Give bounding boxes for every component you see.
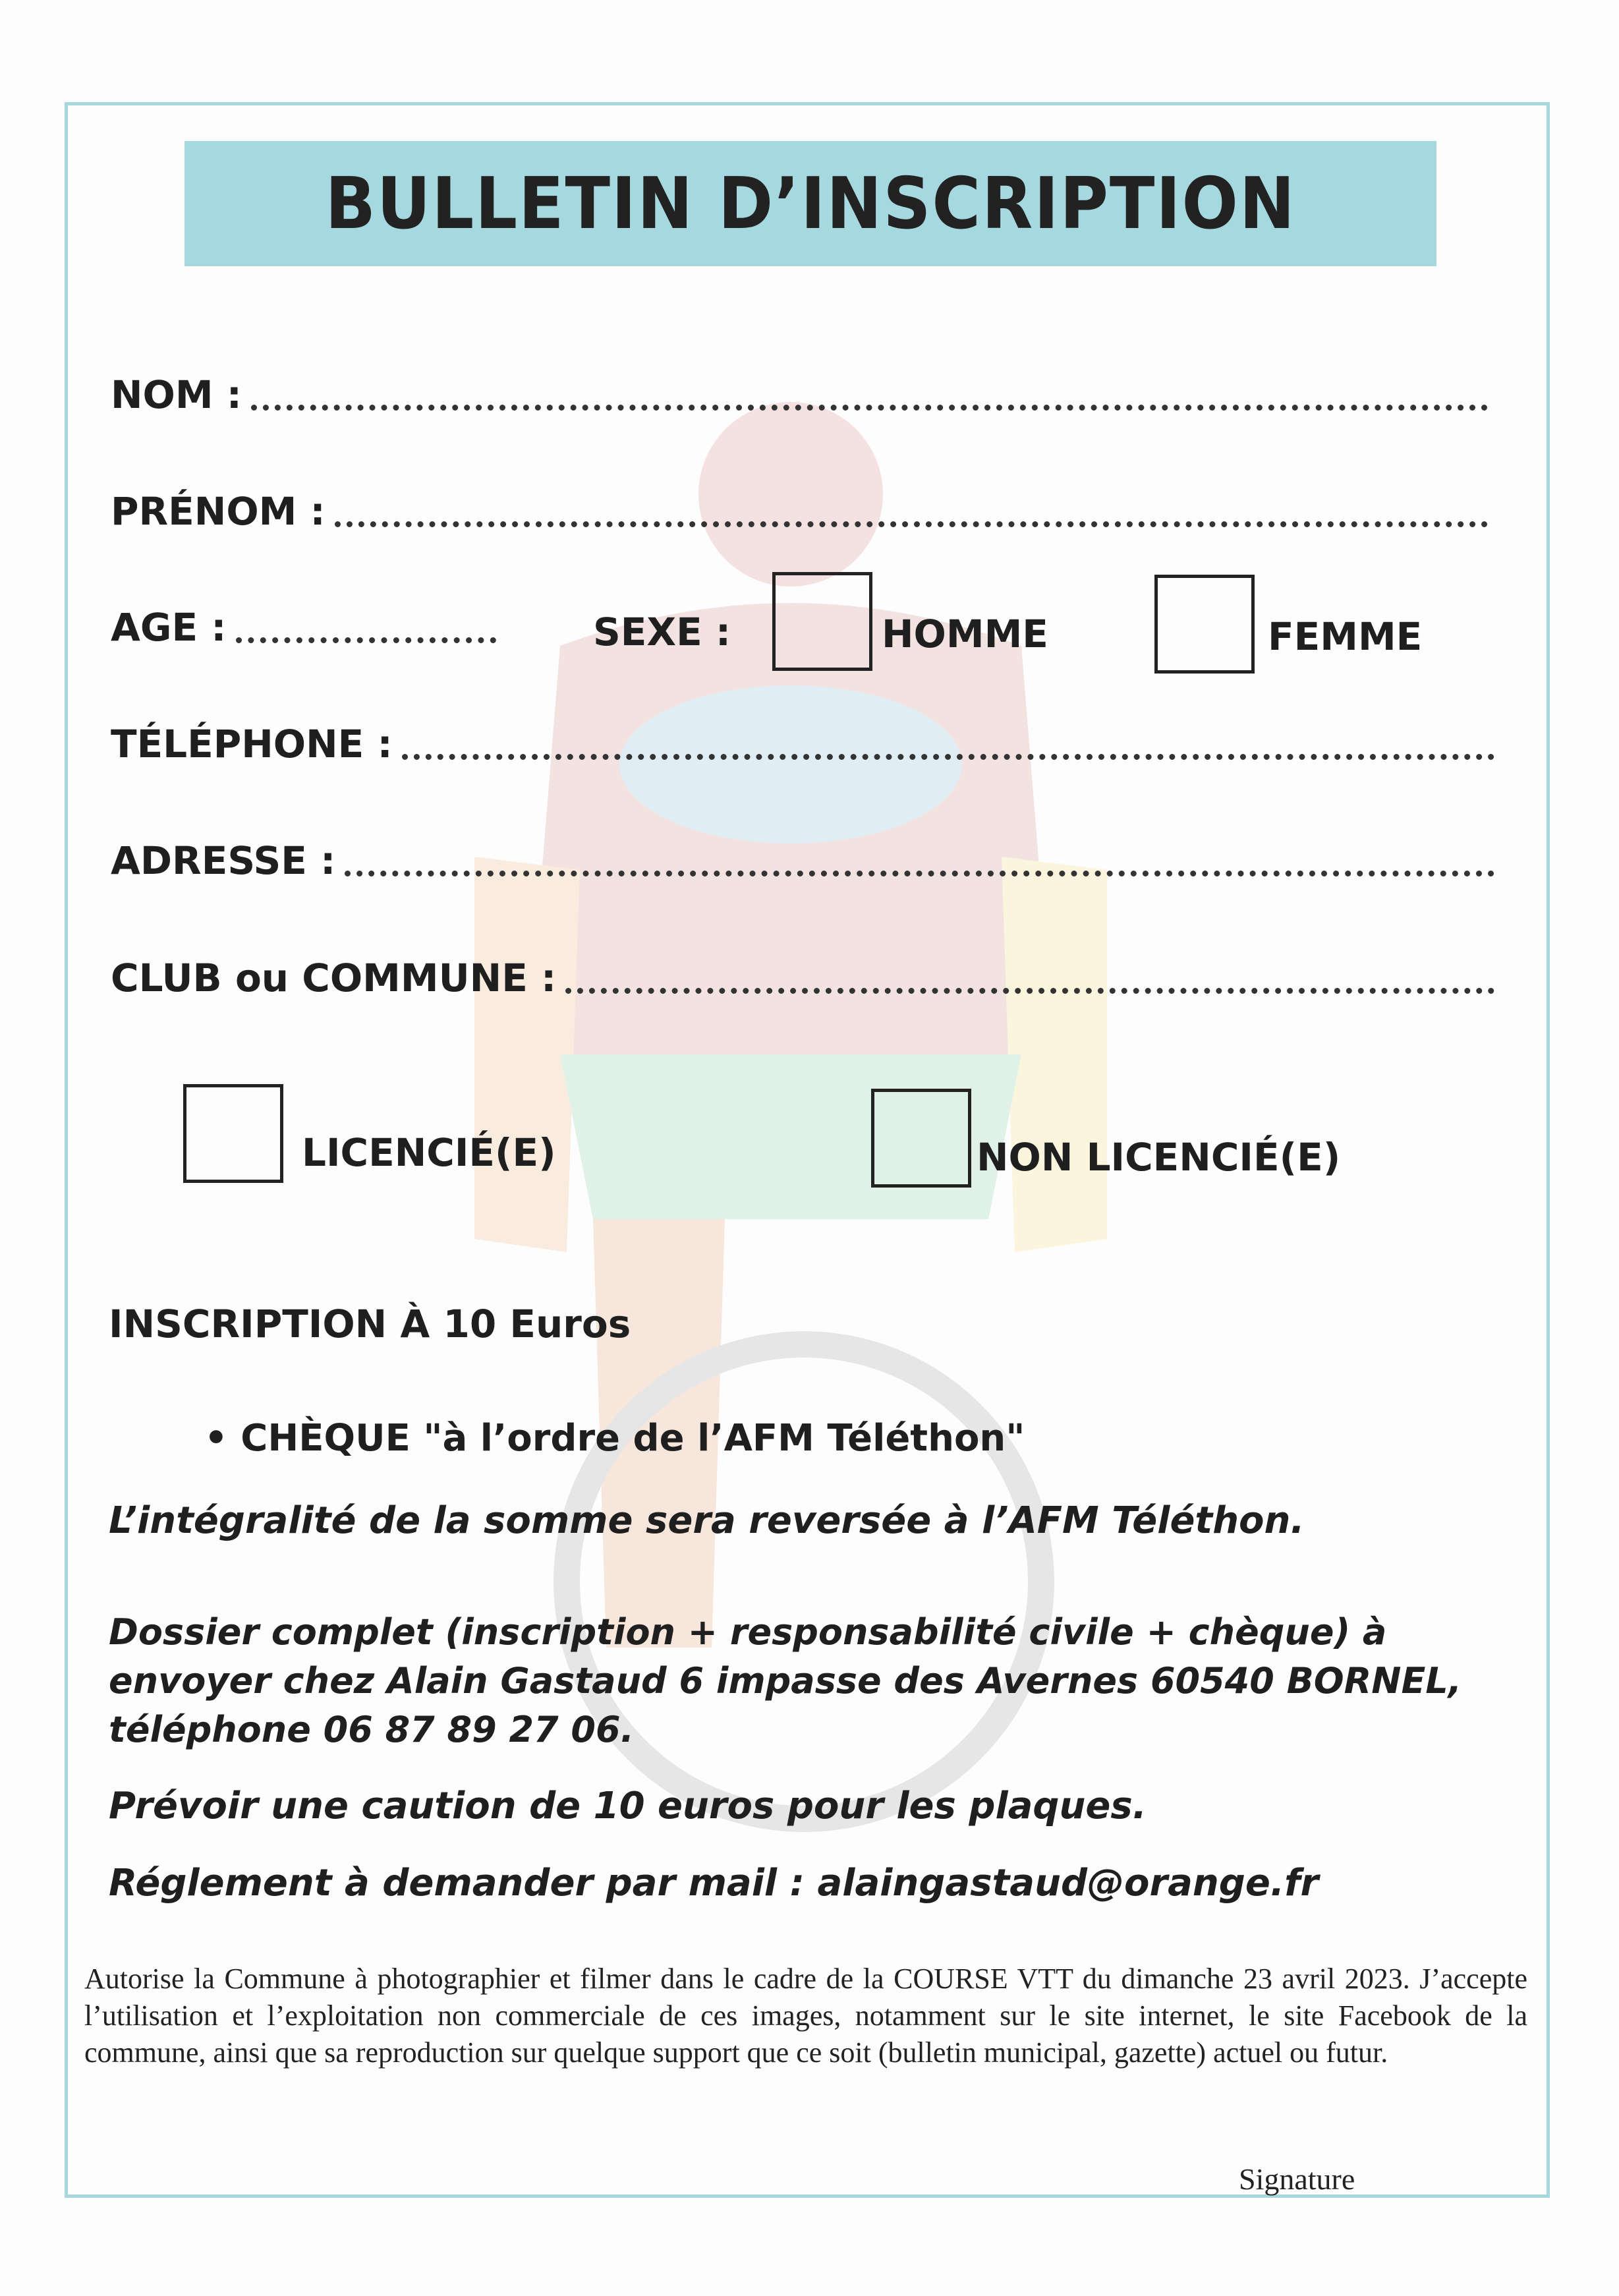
dossier-note: Dossier complet (inscription + responsabilité civile + chèque) à envoyer chez Alain Gastaud 6 impasse des Avernes 60540 BORNEL, téléphone 06 87 89 27 06.: [109, 1611, 1462, 1750]
age-label: AGE :: [111, 605, 227, 650]
homme-label: HOMME: [882, 612, 1048, 656]
telephone-dotted-line[interactable]: [402, 754, 1494, 760]
homme-checkbox[interactable]: [772, 572, 872, 671]
nom-label: NOM :: [111, 372, 242, 417]
prenom-field[interactable]: [111, 489, 1488, 534]
licencie-label: LICENCIÉ(E): [302, 1130, 556, 1175]
prenom-label: PRÉNOM :: [111, 489, 326, 534]
integralite-note: L’intégralité de la somme sera reversée à l’AFM Téléthon.: [109, 1499, 1305, 1542]
club-label: CLUB ou COMMUNE :: [111, 956, 557, 1000]
title-banner: [185, 141, 1436, 266]
page-title: BULLETIN D’INSCRIPTION: [325, 162, 1296, 245]
age-field[interactable]: [111, 605, 496, 650]
telephone-field[interactable]: [111, 722, 1494, 766]
signature-label: Signature: [1239, 2162, 1355, 2196]
cheque-instruction: • CHÈQUE "à l’ordre de l’AFM Téléthon": [204, 1417, 1025, 1460]
club-dotted-line[interactable]: [565, 988, 1494, 994]
adresse-label: ADRESSE :: [111, 838, 336, 883]
nom-field[interactable]: [111, 372, 1488, 417]
nom-dotted-line[interactable]: [251, 405, 1488, 411]
femme-label: FEMME: [1268, 614, 1423, 659]
sexe-label: SEXE :: [593, 610, 731, 654]
non-licencie-label: NON LICENCIÉ(E): [977, 1135, 1341, 1180]
club-field[interactable]: [111, 956, 1494, 1000]
adresse-field[interactable]: [111, 838, 1494, 883]
legal-consent-text: Autorise la Commune à photographier et filmer dans le cadre de la COURSE VTT du dimanche 23 avril 2023. J’accepte l’utilisation et l’exploitation non commerciale de ces images, notamment sur le site internet, le site Facebook de la commune, ainsi que sa reproduction sur quelque support que ce soit (bulletin municipal, gazette) actuel ou futur.: [84, 1963, 1527, 2069]
adresse-dotted-line[interactable]: [345, 871, 1494, 876]
age-dotted-line[interactable]: [236, 637, 496, 643]
reglement-note: Réglement à demander par mail : alaingastaud@orange.fr: [109, 1862, 1319, 1905]
inscription-price: INSCRIPTION À 10 Euros: [109, 1302, 631, 1346]
licencie-checkbox[interactable]: [183, 1084, 283, 1183]
caution-note: Prévoir une caution de 10 euros pour les plaques.: [109, 1785, 1147, 1827]
non-licencie-checkbox[interactable]: [871, 1089, 971, 1188]
femme-checkbox[interactable]: [1154, 575, 1255, 674]
prenom-dotted-line[interactable]: [335, 521, 1488, 527]
telephone-label: TÉLÉPHONE :: [111, 722, 393, 766]
